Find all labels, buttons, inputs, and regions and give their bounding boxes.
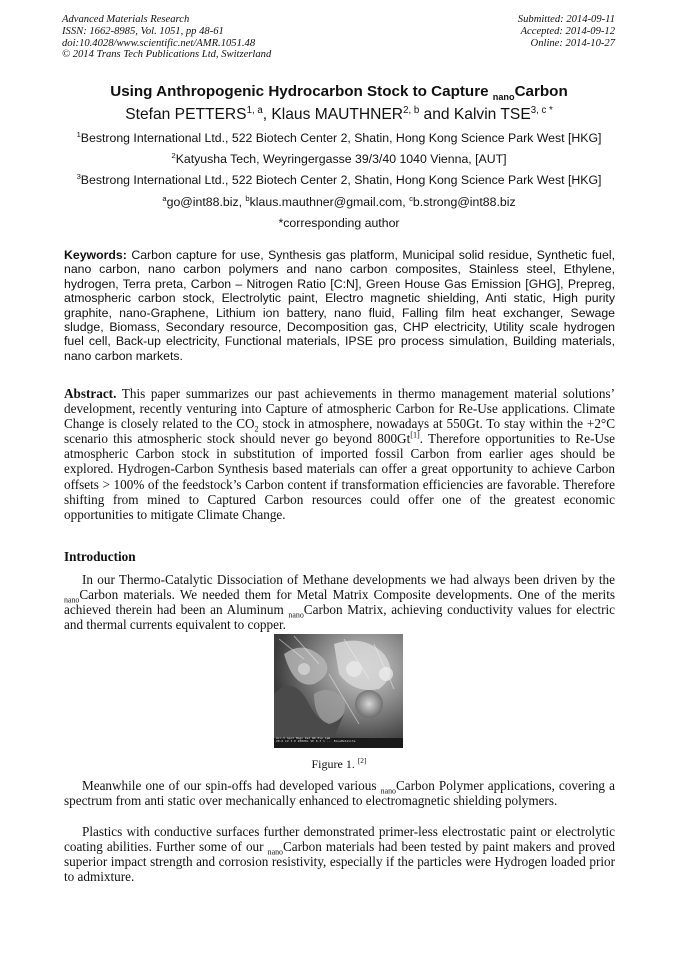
journal-name: Advanced Materials Research xyxy=(62,14,190,25)
citation-2[interactable]: [2] xyxy=(357,756,367,765)
intro-paragraph-2: Meanwhile one of our spin-offs had developed various $_{nano}$Carbon Polymer applications, covering a spectrum from anti static over mechanically enhanced to electromagnetic shielding polymers. xyxy=(64,778,615,809)
accepted-date: Accepted: 2014-09-12 xyxy=(520,25,615,37)
corresponding-note: *corresponding author xyxy=(278,216,400,230)
email-list: $^a$go@int88.biz, $^b$klaus.mauthner@gmail.com, $^c$b.strong@int88.biz xyxy=(162,193,516,209)
abstract: Abstract. This paper summarizes our past achievements in thermo management material solutions’ development, recently venturing into Capture of atmospheric Carbon for Re-Use applications. Climate Change is closely related to the $CO_2$ stock in atmosphere, nowadays at 550Gt. To stay within the +2°C scenario this atmospheric stock should never go beyond 800Gt[1]. Therefore opportunities to Re-Use atmospheric Carbon stock in substitution of imported fossil Carbon from earlier ages should be explored. Hydrogen-Carbon Synthesis based materials can offer a great opportunity to achieve Carbon offsets > 100% of the feedstock’s Carbon content if transformation efficiencies are favorable. Therefore shifting from mined to Captured Carbon resources could offer one of the greatest economic opportunities to mitigate Climate Change. xyxy=(64,386,616,522)
affiliation-3: $^3$Bestrong International Ltd., 522 Biotech Center 2, Shatin, Hong Kong Science Park West [HKG] xyxy=(76,171,602,187)
author-list: Stefan PETTERS$^{1, a}$, Klaus MAUTHNER$^{2, b}$ and Kalvin $TSE^{3, c *}$ xyxy=(125,104,553,123)
abstract-label: Abstract. xyxy=(64,386,117,401)
figure-caption: Figure 1. [2] xyxy=(311,756,367,771)
keywords-label: Keywords: xyxy=(64,248,127,262)
dates-header xyxy=(518,14,615,49)
submitted-date: Submitted: 2014-09-11 xyxy=(517,14,615,25)
affiliation-1: $^1$Bestrong International Ltd., 522 Biotech Center 2, Shatin, Hong Kong Science Park West [HKG] xyxy=(76,129,602,145)
intro-paragraph-3: Plastics with conductive surfaces further demonstrated primer-less electrostatic paint or electrolytic coating abilities. Further some of our $_{nano}$Carbon materials had been tested by paint makers and proved superior impact strength and corrosion resistivity, especially if the particles were Hydrogen loaded prior to admixture. xyxy=(64,824,615,885)
journal-header xyxy=(62,14,271,61)
online-date: Online: 2014-10-27 xyxy=(530,37,615,49)
citation-1[interactable]: [1] xyxy=(410,430,420,440)
paper-title: Using Anthropogenic Hydrocarbon Stock to Capture $_{nano}$Carbon xyxy=(110,83,568,103)
issn: ISSN: 1662-8985, Vol. 1051, pp 48-61 xyxy=(62,25,224,37)
doi: doi:10.4028/www.scientific.net/AMR.1051.48 xyxy=(62,37,256,49)
intro-paragraph-1: In our Thermo-Catalytic Dissociation of Methane developments we had always been driven by the $_{nano}$Carbon materials. We needed them for Metal Matrix Composite developments. One of the merits achieved therein had been an Aluminum $_{nano}$Carbon Matrix, achieving conductivity values for electric and thermal currents equivalent to copper. xyxy=(64,572,615,633)
keywords-text: Carbon capture for use, Synthesis gas platform, Municipal solid residue, Synthetic fuel, nano carbon, nano carbon polymers and nano carbon composites, Stainless steel, Ethylene, hydrogen, Terra preta, Carbon – Nitrogen Ratio [C:N], Green House Gas Emission [GHG], Prepreg, atmospheric carbon stock, Electrolytic paint, Electro magnetic shielding, Anti static, High purity graphite, nano-Graphene, Lithium ion battery, nano fluid, Falling film heat exchanger, Sewage sludge, Biomass, Secondary resource, Decomposition gas, CHP electricity, Utility scale hydrogen fuel cell, Back-up electricity, Functional materials, IPSE pro process simulation, Building materials, nano carbon markets. xyxy=(64,248,615,363)
affiliation-2: $^2$Katyusha Tech, Weyringergasse 39/3/40 1040 Vienna, [AUT] xyxy=(171,150,507,166)
sem-micrograph xyxy=(274,634,403,748)
section-heading-introduction: Introduction xyxy=(64,549,136,564)
sem-image xyxy=(274,634,403,748)
keywords xyxy=(64,248,615,363)
copyright: © 2014 Trans Tech Publications Ltd, Switzerland xyxy=(62,49,272,61)
sem-info-bar: Acc.V Spot Magn Det WD Exp 1μm 20.0 kV 3.0 20000x SE 8.3 1 ... BlueMetalite xyxy=(276,736,356,744)
